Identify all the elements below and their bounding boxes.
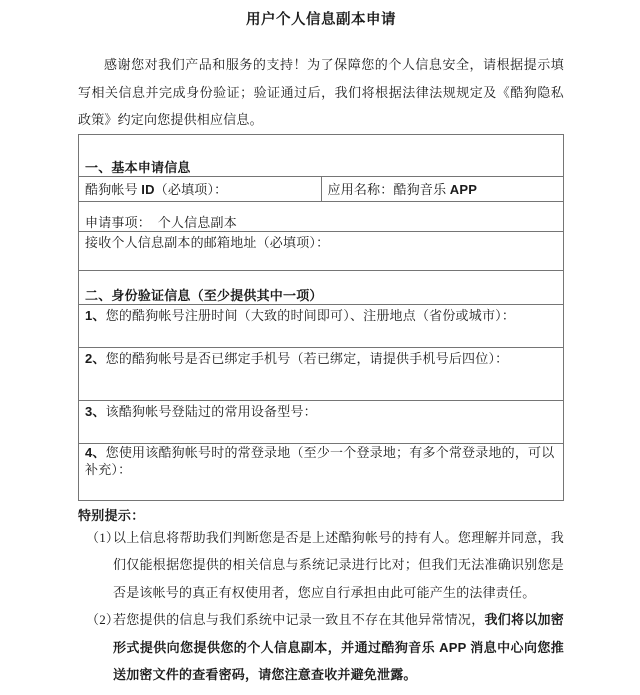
app-name-cell: 应用名称：酷狗音乐 APP [321, 176, 564, 201]
question3-field[interactable]: 3、该酷狗帐号登陆过的常用设备型号： [79, 400, 564, 443]
note-item-1 [78, 524, 564, 607]
email-row [79, 231, 564, 270]
note-2-number: （2） [86, 612, 120, 627]
section1-header: 一、基本申请信息 [79, 134, 564, 176]
account-row [79, 176, 564, 201]
section1-header-row [79, 134, 564, 176]
note-1-number: （1） [86, 529, 120, 545]
application-form-table [78, 134, 564, 501]
note-1-text: 以上信息将帮助我们判断您是否是上述酷狗帐号的持有人。您理解并同意，我们仅能根据您提供的相关信息与系统记录进行比对；但我们无法准确识别您是否是该帐号的真正有权使用者，您应自行承担由此可能产生的法律责任。 [113, 529, 564, 600]
request-item-row [79, 201, 564, 231]
kugou-id-field[interactable]: 酷狗帐号 ID（必填项）： [79, 176, 322, 201]
section2-header-row [79, 270, 564, 304]
note-2-text: 若您提供的信息与我们系统中记录一致且不存在其他异常情况，我们将以加密形式提供向您提供您的个人信息副本，并通过酷狗音乐 APP 消息中心向您推送加密文件的查看密码，请您注意查收并避免泄露。 [113, 612, 565, 682]
question4-field[interactable]: 4、您使用该酷狗帐号时的常登录地（至少一个登录地；有多个常登录地的，可以补充）： [79, 443, 564, 500]
question2-row [79, 347, 564, 400]
special-notes-section [78, 508, 564, 689]
section2-header: 二、身份验证信息（至少提供其中一项） [79, 270, 564, 304]
notes-heading: 特别提示： [78, 507, 145, 523]
request-item-cell: 申请事项： 个人信息副本 [79, 201, 564, 231]
question2-field[interactable]: 2、您的酷狗帐号是否已绑定手机号（若已绑定，请提供手机号后四位）： [79, 347, 564, 400]
email-field[interactable]: 接收个人信息副本的邮箱地址（必填项）： [79, 231, 564, 270]
question3-row [79, 400, 564, 443]
intro-paragraph: 感谢您对我们产品和服务的支持！为了保障您的个人信息安全，请根据提示填写相关信息并完成身份验证；验证通过后，我们将根据法律法规规定及《酷狗隐私政策》约定向您提供相应信息。 [78, 57, 564, 127]
question1-field[interactable]: 1、您的酷狗帐号注册时间（大致的时间即可）、注册地点（省份或城市）： [79, 304, 564, 347]
question1-row [79, 304, 564, 347]
note-item-2 [78, 606, 564, 689]
question4-row [79, 443, 564, 500]
document-title: 用户个人信息副本申请 [246, 12, 396, 28]
